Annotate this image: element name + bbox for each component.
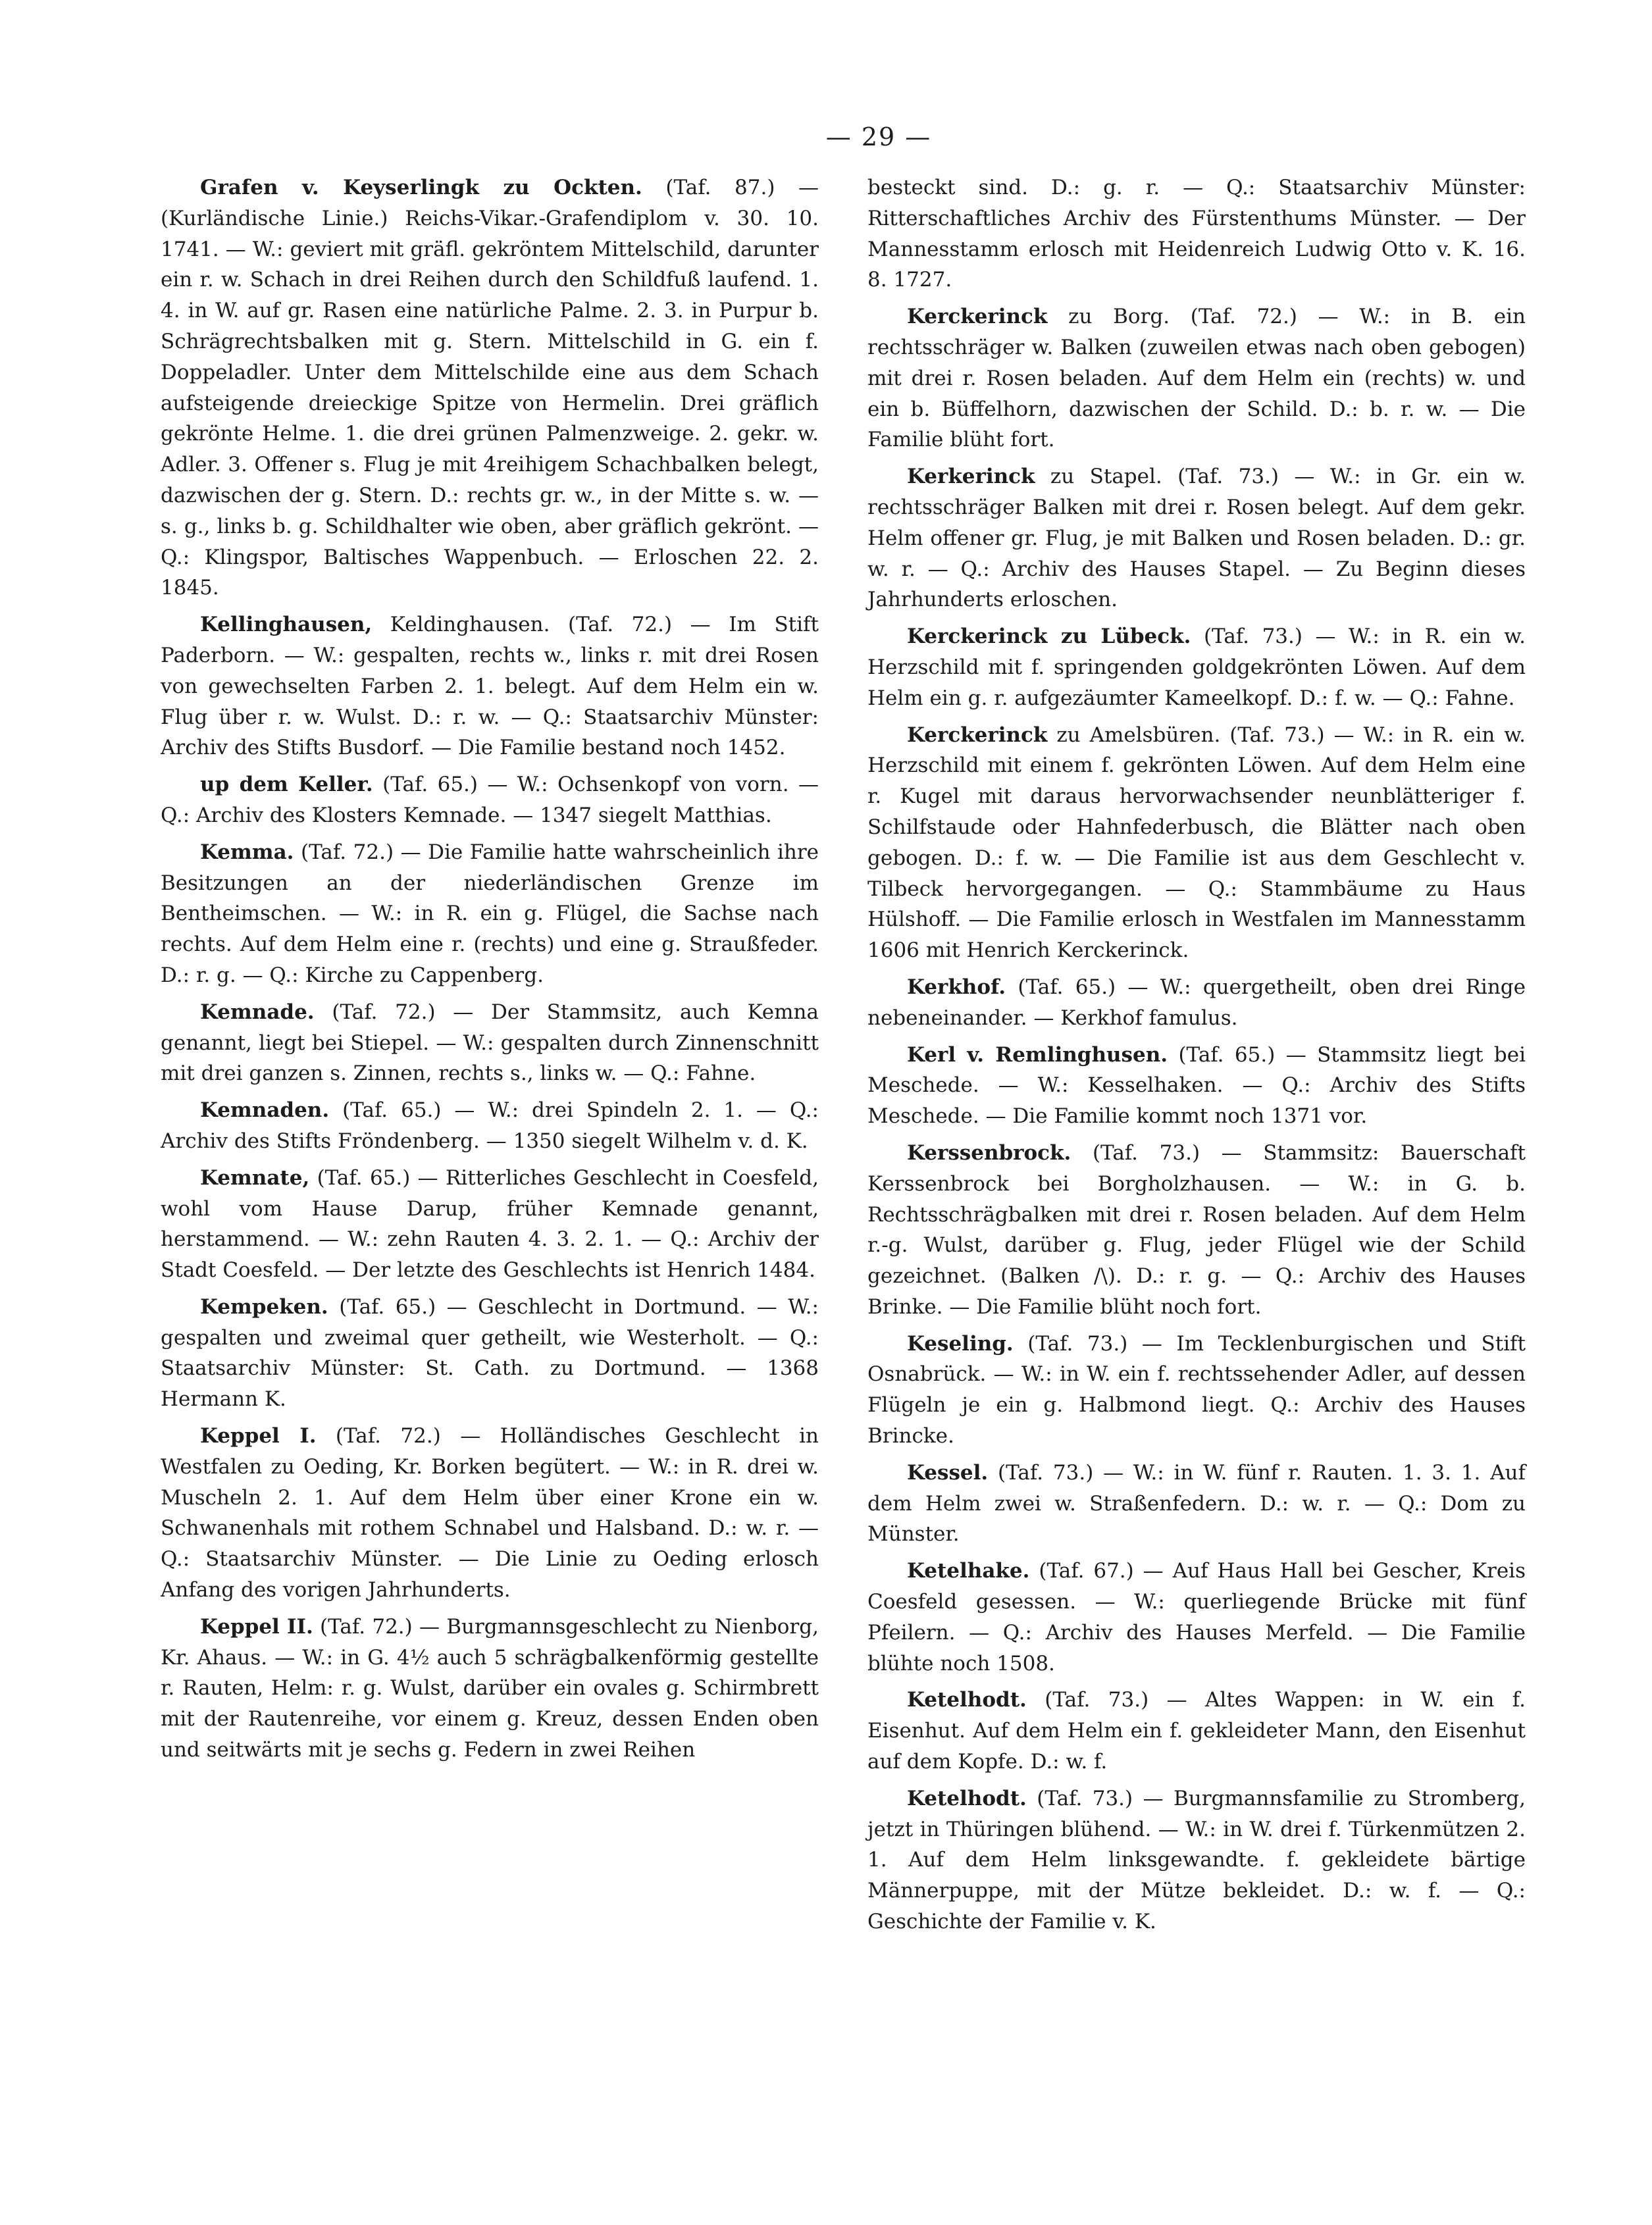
entry-head: Kellinghausen, — [200, 613, 373, 637]
entry-body: (Taf. 65.) — W.: quergetheilt, oben drei Ringe nebeneinander. — Kerkhof famulus. — [867, 975, 1526, 1030]
entry-body: zu Stapel. (Taf. 73.) — W.: in Gr. ein w. rechtsschräger Balken mit drei r. Rosen belegt. Auf dem gekr. Helm offener gr. Flug, je mit Balken und Rosen beladen. D.: gr. w. r. — Q.: Archiv des Hauses Stapel. — Zu Beginn dieses Jahrhunderts erloschen. — [867, 465, 1526, 612]
entry-body: (Taf. 73.) — Burgmannsfamilie zu Stromberg, jetzt in Thüringen blühend. — W.: in W. drei f. Türkenmützen 2. 1. Auf dem Helm linksgewandte. f. gekleidete bärtige Männerpuppe, mit der Mütze bekleidet. D.: w. f. — Q.: Geschichte der Familie v. K. — [867, 1786, 1526, 1934]
entry-body: zu Amelsbüren. (Taf. 73.) — W.: in R. ein w. Herzschild mit einem f. gekrönten Löwen. Auf dem Helm eine r. Kugel mit daraus hervorwachsender neunblätteriger f. Schilfstaude oder Hahnfederbusch, die Blätter nach oben gebogen. D.: f. w. — Die Familie ist aus dem Geschlecht v. Tilbeck hervorgegangen. — Q.: Stammbäume zu Haus Hülshoff. — Die Familie erlosch in Westfalen im Mannesstamm 1606 mit Henrich Kerckerinck. — [867, 723, 1526, 963]
entry-head: Kemnate, — [200, 1165, 310, 1190]
entry-kerl — [867, 1040, 1526, 1132]
entry-body: (Taf. 72.) — Der Stammsitz, auch Kemna genannt, liegt bei Stiepel. — W.: gespalten durch Zinnenschnitt mit drei ganzen s. Zinnen, rechts s., links w. — Q.: Fahne. — [161, 1000, 819, 1086]
entry-body: (Taf. 72.) — Die Familie hatte wahrscheinlich ihre Besitzungen an der niederländischen Grenze im Bentheimschen. — W.: in R. ein g. Flügel, die Sachse nach rechts. Auf dem Helm eine r. (rechts) und eine g. Straußfeder. D.: r. g. — Q.: Kirche zu Cappenberg. — [161, 840, 819, 987]
entry-head: Keseling. — [907, 1331, 1014, 1356]
entry-body: (Taf. 65.) — W.: drei Spindeln 2. 1. — Q.: Archiv des Stifts Fröndenberg. — 1350 siegelt Wilhelm v. d. K. — [161, 1098, 819, 1153]
entry-body: zu Borg. (Taf. 72.) — W.: in B. ein rechtsschräger w. Balken (zuweilen etwas nach oben gebogen) mit drei r. Rosen beladen. Auf dem Helm ein (rechts) w. und ein b. Büffelhorn, dazwischen der Schild. D.: b. r. w. — Die Familie blüht fort. — [867, 305, 1526, 452]
entry-kessel — [867, 1458, 1526, 1550]
entry-kemnate — [161, 1163, 819, 1286]
entry-head: Kempeken. — [200, 1294, 328, 1319]
entry-body: (Taf. 73.) — Altes Wappen: in W. ein f. Eisenhut. Auf dem Helm ein f. gekleideter Mann, den Eisenhut auf dem Kopfe. D.: w. f. — [867, 1688, 1526, 1774]
entry-head: Ketelhake. — [907, 1559, 1030, 1583]
entry-kerkerinck-stapel — [867, 461, 1526, 615]
entry-body: (Taf. 65.) — W.: Ochsenkopf von vorn. — Q.: Archiv des Klosters Kemnade. — 1347 siegelt Matthias. — [161, 773, 819, 827]
entry-keppel-2 — [161, 1612, 819, 1766]
entry-up-dem-keller — [161, 769, 819, 831]
entry-ketelhodt-1 — [867, 1685, 1526, 1777]
entry-kemnade — [161, 997, 819, 1089]
right-column — [867, 172, 1526, 1943]
entry-kemma — [161, 837, 819, 991]
entry-body: (Taf. 72.) — Burgmannsgeschlecht zu Nienborg, Kr. Ahaus. — W.: in G. 4½ auch 5 schrägbalkenförmig gestellte r. Rauten, Helm: r. g. Wulst, darüber ein ovales g. Schirmbrett mit der Rautenreihe, vor einem g. Kreuz, dessen Enden oben und seitwärts mit je sechs g. Federn in zwei Reihen — [161, 1614, 819, 1762]
entry-body: (Taf. 72.) — Holländisches Geschlecht in Westfalen zu Oeding, Kr. Borken begütert. — W.: in R. drei w. Muscheln 2. 1. Auf dem Helm über einer Krone ein w. Schwanenhals mit rothem Schnabel und Halsband. D.: w. r. — Q.: Staatsarchiv Münster. — Die Linie zu Oeding erlosch Anfang des vorigen Jahrhunderts. — [161, 1424, 819, 1602]
entry-keyserlingk — [161, 172, 819, 603]
entry-head: Kerckerinck — [907, 723, 1048, 747]
entry-kemnaden — [161, 1095, 819, 1157]
entry-head: Kerckerinck zu Lübeck. — [907, 625, 1191, 649]
entry-kerckerinck-amelsbueren — [867, 720, 1526, 966]
entry-body: Keldinghausen. (Taf. 72.) — Im Stift Paderborn. — W.: gespalten, rechts w., links r. mit drei Rosen von gewechselten Farben 2. 1. belegt. Auf dem Helm ein w. Flug über r. w. Wulst. D.: r. w. — Q.: Staatsarchiv Münster: Archiv des Stifts Busdorf. — Die Familie bestand noch 1452. — [161, 613, 819, 760]
page-number: — 29 — — [825, 122, 932, 151]
entry-head: Grafen v. Keyserlingk zu Ockten. — [200, 176, 642, 199]
entry-kerssenbrock — [867, 1138, 1526, 1323]
entry-keppel-1 — [161, 1421, 819, 1606]
entry-head: up dem Keller. — [200, 773, 373, 797]
entry-body: (Taf. 65.) — Stammsitz liegt bei Meschede. — W.: Kesselhaken. — Q.: Archiv des Stifts Meschede. — Die Familie kommt noch 1371 vor. — [867, 1042, 1526, 1129]
entry-body: (Taf. 65.) — Geschlecht in Dortmund. — W.: gespalten und zweimal quer getheilt, wie Westerholt. — Q.: Staatsarchiv Münster: St. Cath. zu Dortmund. — 1368 Hermann K. — [161, 1294, 819, 1412]
entry-head: Kerl v. Remlinghusen. — [907, 1042, 1168, 1067]
entry-kellinghausen — [161, 609, 819, 763]
entry-head: Kemnade. — [200, 1000, 315, 1024]
entry-body: (Taf. 73.) — Im Tecklenburgischen und Stift Osnabrück. — W.: in W. ein f. rechtssehender Adler, auf dessen Flügeln je ein g. Halbmond liegt. Q.: Archiv des Hauses Brincke. — [867, 1331, 1526, 1448]
entry-kerckerinck-luebeck — [867, 621, 1526, 713]
entry-head: Kemnaden. — [200, 1098, 330, 1123]
entry-head: Ketelhodt. — [907, 1688, 1027, 1712]
entry-head: Kemma. — [200, 840, 294, 864]
entry-head: Keppel I. — [200, 1424, 317, 1448]
entry-body: (Taf. 73.) — W.: in W. fünf r. Rauten. 1. 3. 1. Auf dem Helm zwei w. Straßenfedern. D.: w. r. — Q.: Dom zu Münster. — [867, 1460, 1526, 1547]
entry-body: besteckt sind. D.: g. r. — Q.: Staatsarchiv Münster: Ritterschaftliches Archiv des Fürstenthums Münster. — Der Mannesstamm erlosch mit Heidenreich Ludwig Otto v. K. 16. 8. 1727. — [867, 176, 1526, 292]
entry-ketelhake — [867, 1556, 1526, 1679]
entry-head: Kessel. — [907, 1460, 989, 1485]
entry-body: (Taf. 73.) — Stammsitz: Bauerschaft Kerssenbrock bei Borgholzhausen. — W.: in G. b. Rechtsschrägbalken mit drei r. Rosen beladen. Auf dem Helm r.-g. Wulst, darüber g. Flug, jeder Flügel wie der Schild gezeichnet. (Balken /\). D.: r. g. — Q.: Archiv des Hauses Brinke. — Die Familie blüht noch fort. — [867, 1140, 1526, 1319]
entry-keppel-2-continued — [867, 172, 1526, 295]
entry-body: (Taf. 87.) — (Kurländische Linie.) Reichs-Vikar.-Grafendiplom v. 30. 10. 1741. — W.: geviert mit gräfl. gekröntem Mittelschild, darunter ein r. w. Schach in drei Reihen durch den Schildfuß laufend. 1. 4. in W. auf gr. Rasen eine natürliche Palme. 2. 3. in Purpur b. Schrägrechtsbalken mit g. Stern. Mittelschild in G. ein f. Doppeladler. Unter dem Mittelschilde eine aus dem Schach aufsteigende dreieckige Spitze von Hermelin. Drei gräflich gekrönte Helme. 1. die drei grünen Palmenzweige. 2. gekr. w. Adler. 3. Offener s. Flug je mit 4reihigem Schachbalken belegt, dazwischen der g. Stern. D.: rechts gr. w., in der Mitte s. w. — s. g., links b. g. Schildhalter wie oben, aber gräflich gekrönt. — Q.: Klingspor, Baltisches Wappenbuch. — Erloschen 22. 2. 1845. — [161, 176, 819, 600]
entry-kempeken — [161, 1292, 819, 1415]
entry-head: Kerckerinck — [907, 305, 1048, 329]
left-column — [161, 172, 819, 1772]
entry-ketelhodt-2 — [867, 1783, 1526, 1937]
entry-body: (Taf. 65.) — Ritterliches Geschlecht in Coesfeld, wohl vom Hause Darup, früher Kemnade genannt, herstammend. — W.: zehn Rauten 4. 3. 2. 1. — Q.: Archiv der Stadt Coesfeld. — Der letzte des Geschlechts ist Henrich 1484. — [161, 1165, 819, 1283]
entry-kerckerinck-borg — [867, 301, 1526, 455]
entry-body: (Taf. 73.) — W.: in R. ein w. Herzschild mit f. springenden goldgekrönten Löwen. Auf dem Helm ein g. r. aufgezäumter Kameelkopf. D.: f. w. — Q.: Fahne. — [867, 625, 1526, 710]
entry-head: Keppel II. — [200, 1614, 313, 1639]
entry-head: Kerssenbrock. — [907, 1140, 1071, 1165]
entry-head: Kerkhof. — [907, 975, 1006, 999]
entry-body: (Taf. 67.) — Auf Haus Hall bei Gescher, Kreis Coesfeld gesessen. — W.: querliegende Brücke mit fünf Pfeilern. — Q.: Archiv des Hauses Merfeld. — Die Familie blühte noch 1508. — [867, 1559, 1526, 1675]
entry-head: Kerkerinck — [907, 465, 1035, 489]
entry-head: Ketelhodt. — [907, 1786, 1027, 1810]
entry-keseling — [867, 1329, 1526, 1452]
entry-kerkhof — [867, 972, 1526, 1034]
